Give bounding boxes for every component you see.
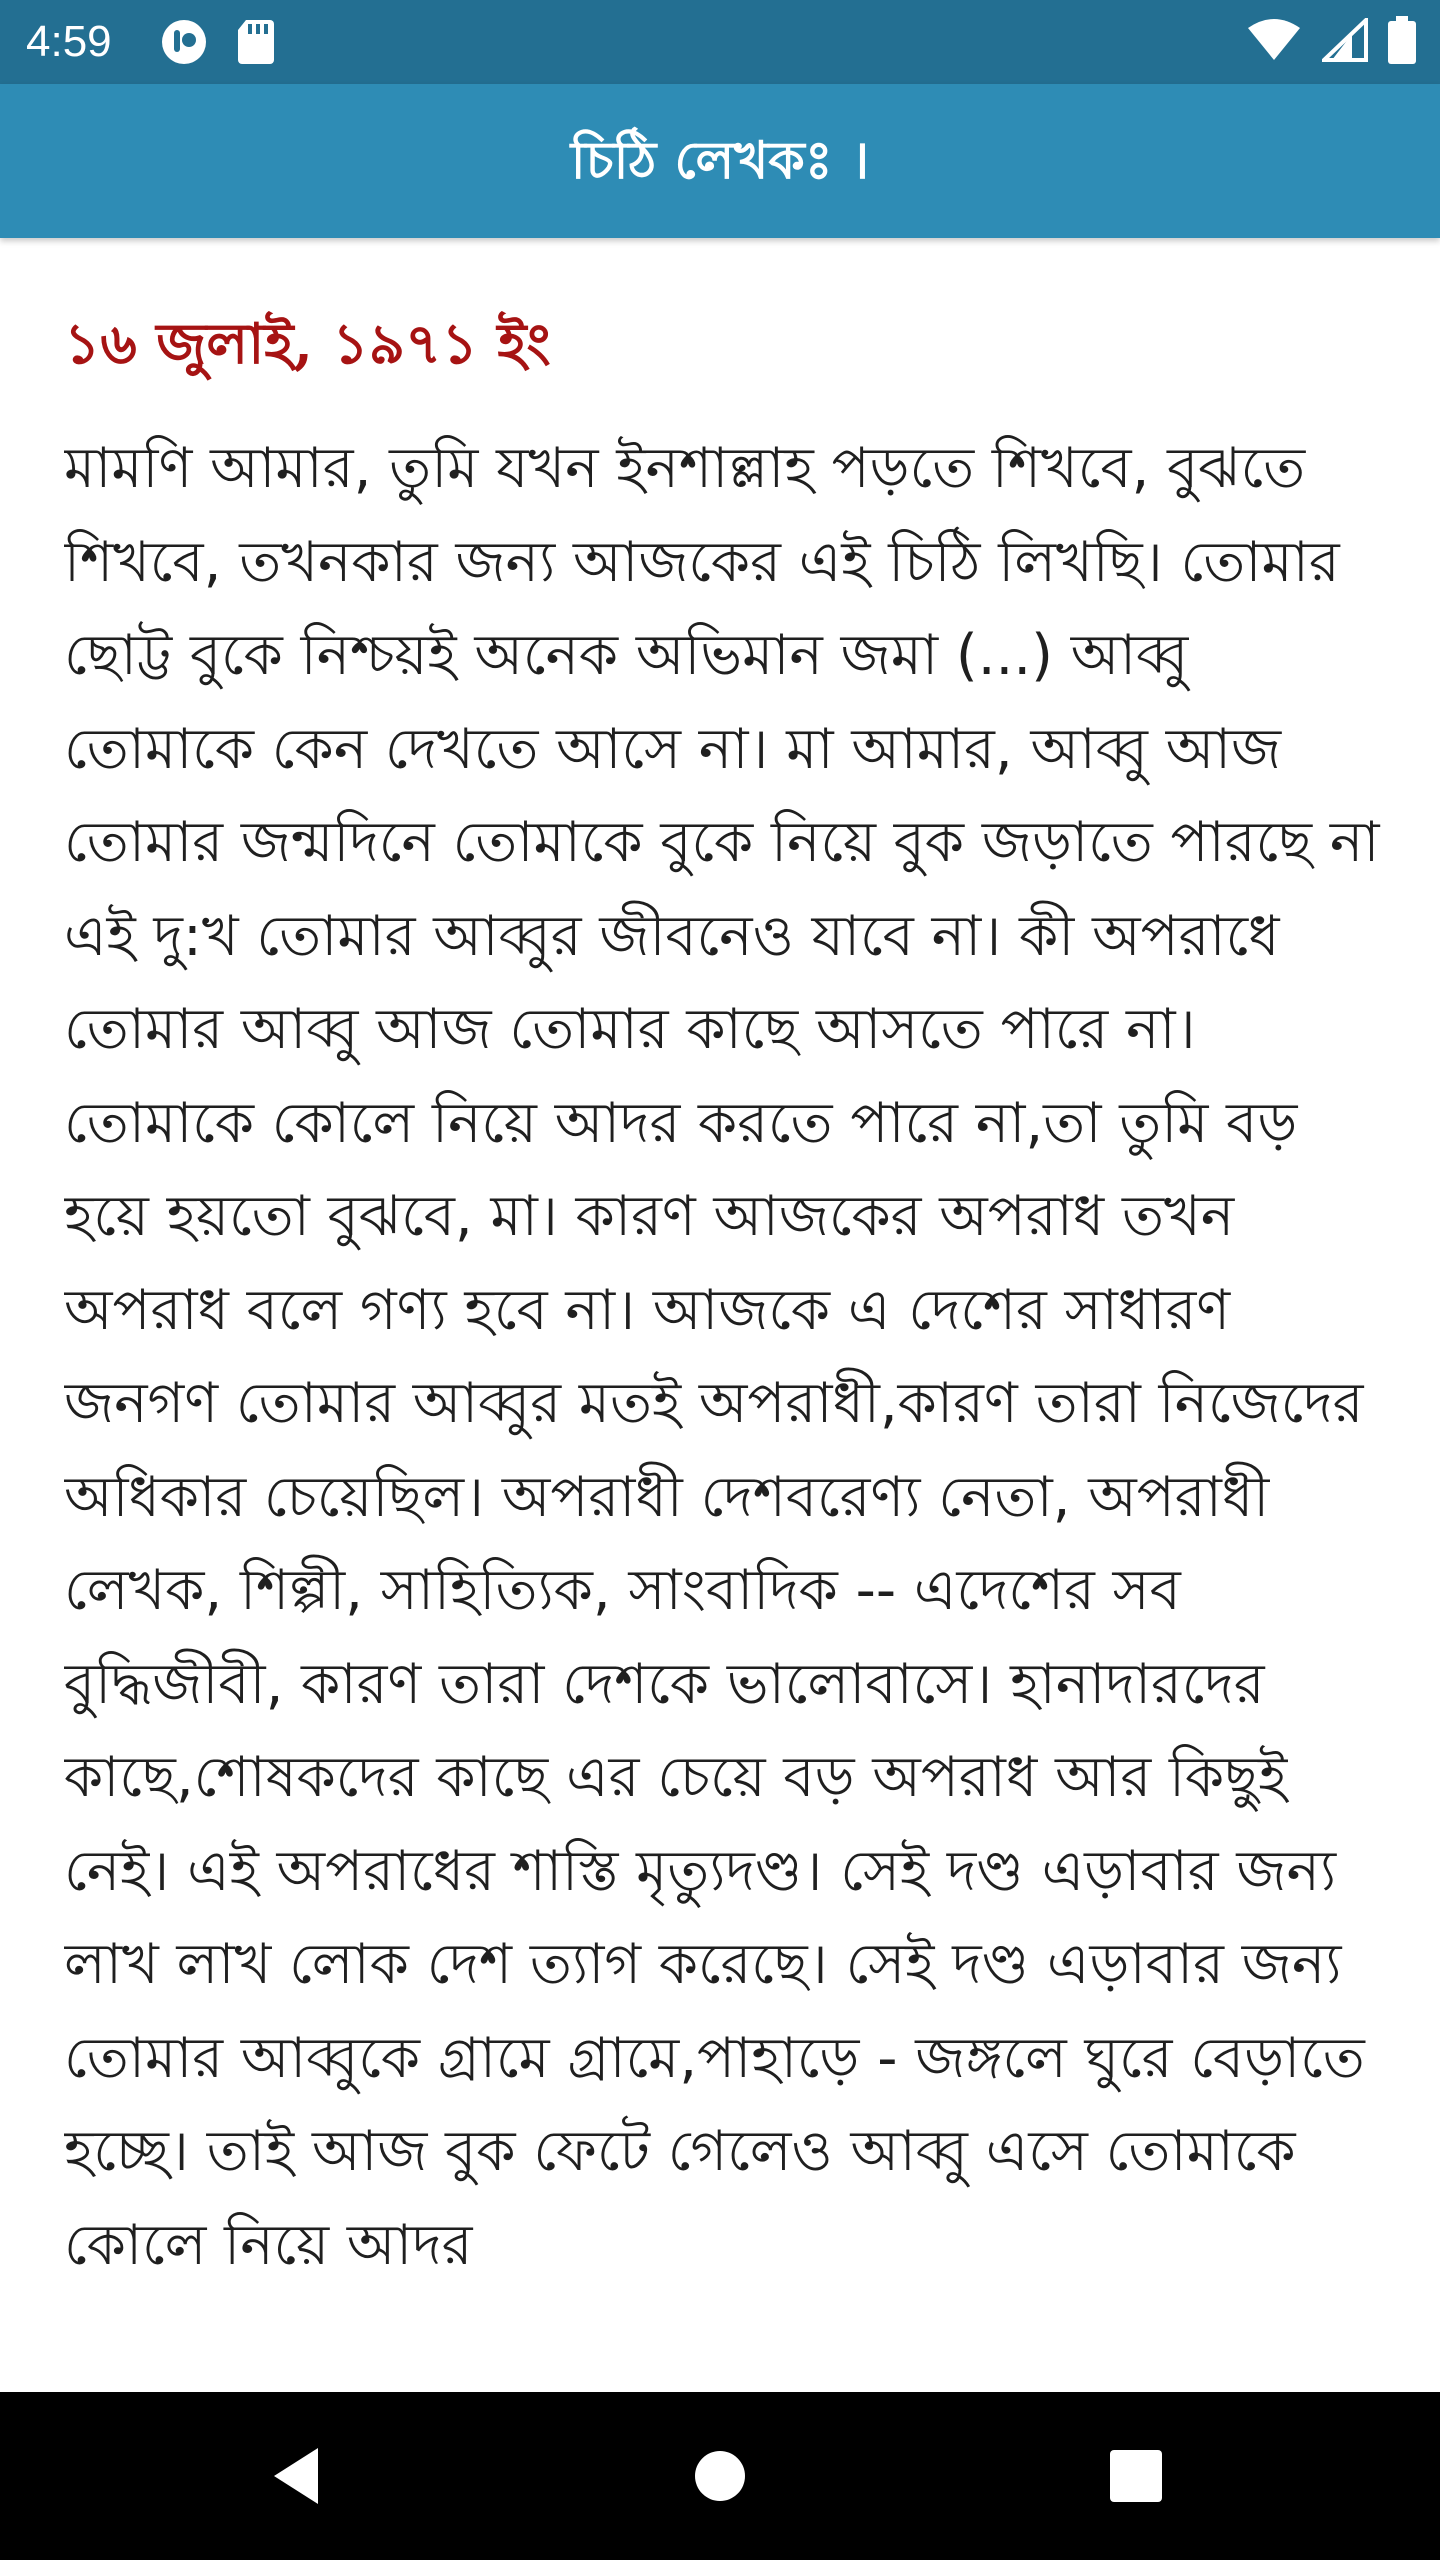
battery-icon	[1388, 16, 1416, 68]
home-icon[interactable]	[680, 2436, 760, 2516]
letter-body: মামণি আমার, তুমি যখন ইনশাল্লাহ পড়তে শিখবে, বুঝতে শিখবে, তখনকার জন্য আজকের এই চিঠি লিখছি। তোমার ছোট্ট বুকে নিশ্চয়ই অনেক অভিমান জমা (...) আব্বু তোমাকে কেন দেখতে আসে না। মা আমার, আব্বু আজ তোমার জন্মদিনে তোমাকে বুকে নিয়ে বুক জড়াতে পারছে না এই দু:খ তোমার আব্বুর জীবনেও যাবে না। কী অপরাধে তোমার আব্বু আজ তোমার কাছে আসতে পারে না। তোমাকে কোলে নিয়ে আদর করতে পারে না,তা তুমি বড় হয়ে হয়তো বুঝবে, মা। কারণ আজকের অপরাধ তখন অপরাধ বলে গণ্য হবে না। আজকে এ দেশের সাধারণ জনগণ তোমার আব্বুর মতই অপরাধী,কারণ তারা নিজেদের অধিকার চেয়েছিল। অপরাধী দেশবরেণ্য নেতা, অপরাধী লেখক, শিল্পী, সাহিত্যিক, সাংবাদিক -- এদেশের সব বুদ্ধিজীবী, কারণ তারা দেশকে ভালোবাসে। হানাদারদের কাছে,শোষকদের কাছে এর চেয়ে বড় অপরাধ আর কিছুই নেই। এই অপরাধের শাস্তি মৃত্যুদণ্ড। সেই দণ্ড এড়াবার জন্য লাখ লাখ লোক দেশ ত্যাগ করেছে। সেই দণ্ড এড়াবার জন্য তোমার আব্বুকে গ্রামে গ্রামে,পাহাড়ে - জঙ্গলে ঘুরে বেড়াতে হচ্ছে। তাই আজ বুক ফেটে গেলেও আব্বু এসে তোমাকে কোলে নিয়ে আদর	[64, 436, 1380, 2278]
back-icon[interactable]	[260, 2436, 340, 2516]
info-badge-icon	[160, 18, 208, 66]
wifi-icon	[1246, 18, 1302, 66]
app-bar	[0, 84, 1440, 238]
page-title: চিঠি লেখকঃ ।	[570, 131, 870, 191]
recents-icon[interactable]	[1096, 2436, 1176, 2516]
navigation-bar	[0, 2392, 1440, 2560]
status-left-icons	[160, 18, 276, 66]
letter-date: ১৬ জুলাই, ১৯৭১ ইং	[64, 311, 551, 377]
letter-content[interactable]	[64, 238, 1394, 2388]
sd-card-icon	[236, 18, 276, 66]
status-bar	[0, 0, 1440, 84]
status-right-icons	[1246, 18, 1416, 66]
status-time: 4:59	[26, 17, 112, 66]
cell-signal-icon	[1322, 18, 1368, 66]
